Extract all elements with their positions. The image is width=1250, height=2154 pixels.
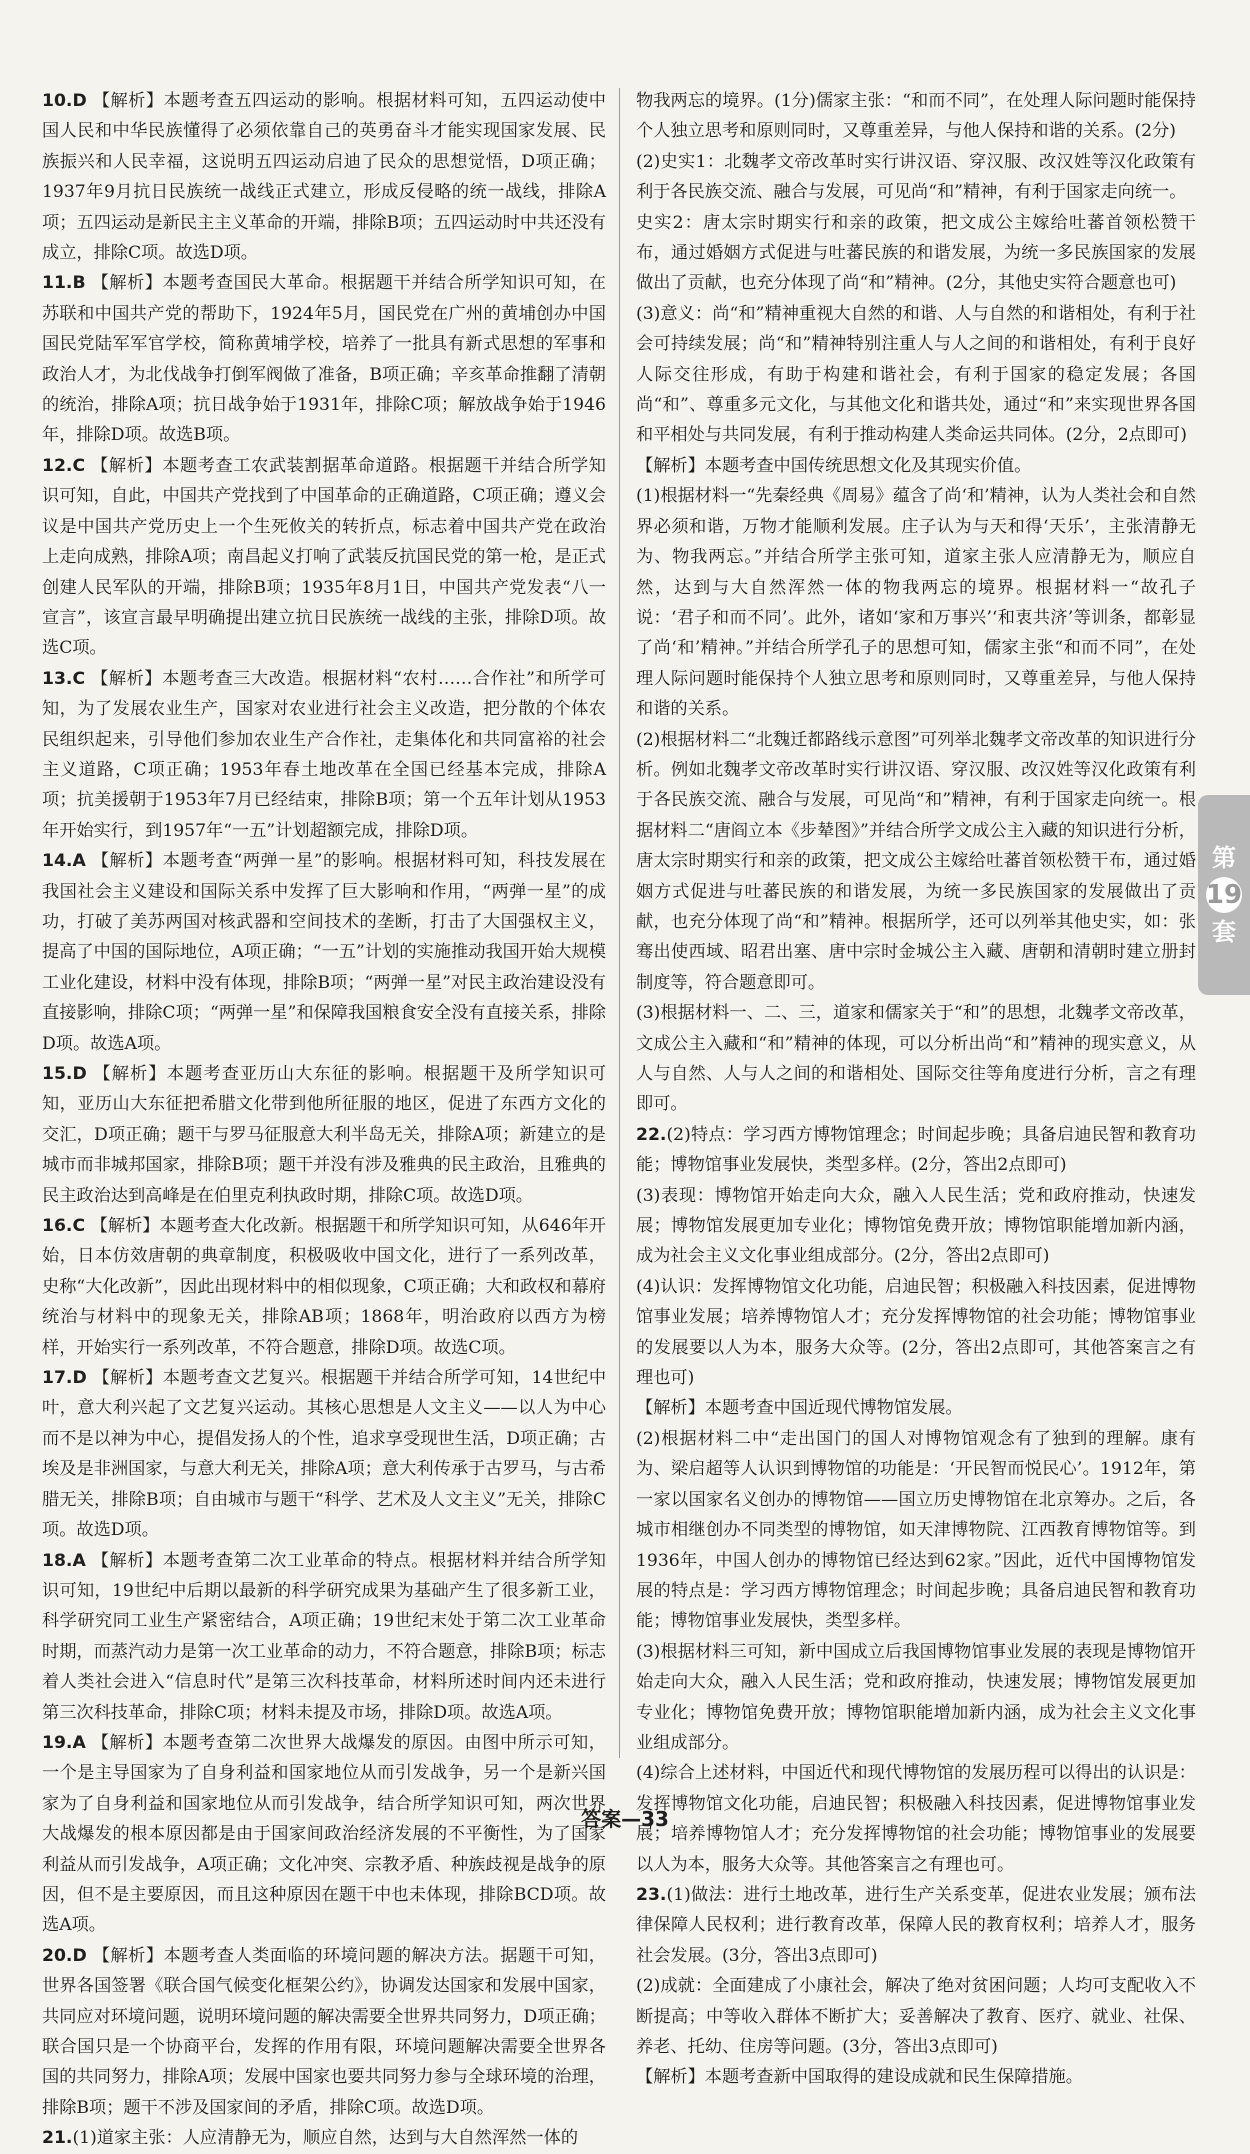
question-number: 10. (42, 91, 73, 111)
answer-text: (1)根据材料一“先秦经典《周易》蕴含了尚‘和’精神，认为人类社会和自然界必须和谐，万物才能顺利发展。庄子认为与天和得‘天乐’，主张清静无为、物我两忘。”并结合所学主张可知，道家主张人应清静无为，顺应自然，达到与大自然浑然一体的物我两忘的境界。根据材料一“故孔子说：‘君子和而不同’。此外，诸如‘家和万事兴’‘和衷共济’等训条，都彰显了尚‘和’精神。”并结合所学孔子的思想可知，儒家主张“和而不同”，在处理人际问题时能保持个人独立思考和原则同时，又尊重差异，与他人保持和谐的关系。 (636, 486, 1196, 720)
answer-text: 【解析】本题考查中国近现代博物馆发展。 (636, 1398, 963, 1419)
answer-text: 【解析】本题考查亚历山大东征的影响。根据题干及所学知识可知，亚历山大东征把希腊文化带到他所征服的地区，促进了东西方文化的交汇，D项正确；题干与罗马征服意大利半岛无关，排除A项；新建立的是城市而非城邦国家，排除B项；题干并没有涉及雅典的民主政治，且雅典的民主政治达到高峰是在伯里克利执政时期，排除C项。故选D项。 (42, 1064, 606, 1206)
answer-text: (3)表现：博物馆开始走向大众，融入人民生活；党和政府推动，快速发展；博物馆发展更加专业化；博物馆免费开放；博物馆职能增加新内涵，成为社会主义文化事业组成部分。(2分，答出2点即可) (636, 1185, 1196, 1267)
question-number: 12. (42, 455, 73, 476)
answer-paragraph (42, 1363, 606, 1545)
answer-text: 【解析】本题考查国民大革命。根据题干并结合所学知识可知，在苏联和中国共产党的帮助下，1924年5月，国民党在广州的黄埔创办中国国民党陆军军官学校，简称黄埔学校，培养了一批具有新式思想的军事和政治人才，为北伐战争打倒军阀做了准备，B项正确；辛亥革命推翻了清朝的统治，排除A项；抗日战争始于1931年，排除C项；解放战争始于1946年，排除D项。故选B项。 (42, 273, 606, 446)
answer-paragraph (636, 147, 1196, 208)
answer-text: 【解析】本题考查工农武装割据革命道路。根据题干并结合所学知识可知，自此，中国共产党找到了中国革命的正确道路，C项正确；遵义会议是中国共产党历史上一个生死攸关的转折点，标志着中国共产党在政治上走向成熟，排除A项；南昌起义打响了武装反抗国民党的第一枪，是正式创建人民军队的开端，排除B项；1935年8月1日，中国共产党发表“八一宣言”，该宣言最早明确提出建立抗日民族统一战线的主张，排除D项。故选C项。 (42, 455, 606, 659)
right-column (636, 86, 1196, 2093)
answer-text: (4)认识：发挥博物馆文化功能，启迪民智；积极融入科技因素，促进博物馆事业发展；培养博物馆人才；充分发挥博物馆的社会功能；博物馆事业的发展要以人为本，服务大众等。(2分，答出2点即可，其他答案言之有理也可) (636, 1276, 1196, 1389)
tab-number: 19 (1206, 877, 1242, 913)
answer-choice: B (72, 273, 86, 294)
answer-paragraph (636, 1181, 1196, 1272)
question-number: 19. (42, 1732, 73, 1753)
answer-paragraph (42, 1941, 606, 2123)
answer-paragraph (42, 2123, 606, 2153)
answer-text: (2)成就：全面建成了小康社会，解决了绝对贫困问题；人均可支配收入不断提高；中等收入群体不断扩大；妥善解决了教育、医疗、就业、社保、养老、托幼、住房等问题。(3分，答出3点即可) (636, 1976, 1196, 2057)
answer-choice: D (72, 1368, 87, 1389)
question-number: 17. (42, 1368, 73, 1389)
answer-paragraph (636, 1880, 1196, 1971)
answer-text: 【解析】本题考查新中国取得的建设成就和民生保障措施。 (636, 2067, 1083, 2088)
set-number-tab (1198, 795, 1250, 995)
column-divider (619, 88, 620, 1758)
answer-text: (1)做法：进行土地改革，进行生产关系变革，促进农业发展；颁布法律保障人民权利；进行教育改革，保障人民的教育权利；培养人才，服务社会发展。(3分，答出3点即可) (636, 1884, 1196, 1966)
question-number: 16. (42, 1216, 73, 1237)
answer-paragraph (42, 846, 606, 1059)
question-number: 15. (42, 1064, 73, 1084)
answer-paragraph (636, 1120, 1196, 1181)
answer-text: 【解析】本题考查第二次世界大战爆发的原因。由图中所示可知，一个是主导国家为了自身利益和国家地位从而引发战争，另一个是新兴国家为了自身利益和国家地位从而引发战争，结合所学知识可知，两次世界大战爆发的根本原因都是由于国家间政治经济发展的不平衡性，为了国家利益从而引发战争，A项正确；文化冲突、宗教矛盾、种族歧视是战争的原因，但不是主要原因，而且这种原因在题干中也未体现，排除BCD项。故选A项。 (42, 1732, 606, 1936)
page-number: 答案—33 (581, 1807, 669, 1831)
answer-text: (2)史实1：北魏孝文帝改革时实行讲汉语、穿汉服、改汉姓等汉化政策有利于各民族交流、融合与发展，可见尚“和”精神，有利于国家走向统一。 (636, 151, 1196, 203)
question-number: 14. (42, 851, 73, 872)
answer-text: (3)根据材料三可知，新中国成立后我国博物馆事业发展的表现是博物馆开始走向大众，融入人民生活；党和政府推动，快速发展；博物馆发展更加专业化；博物馆免费开放；博物馆职能增加新内涵，成为社会主义文化事业组成部分。 (636, 1641, 1196, 1753)
answer-choice: C (72, 455, 86, 476)
answer-paragraph (636, 451, 1196, 481)
answer-text: 【解析】本题考查第二次工业革命的特点。根据材料并结合所学知识可知，19世纪中后期以最新的科学研究成果为基础产生了很多新工业，科学研究同工业生产紧密结合，A项正确；19世纪末处于第二次工业革命时期，而蒸汽动力是第一次工业革命的动力，不符合题意，排除B项；标志着人类社会进入“信息时代”是第三次科技革命，材料所述时间内还未进行第三次科技革命，排除C项；材料未提及市场，排除D项。故选A项。 (42, 1550, 606, 1723)
answer-paragraph (636, 998, 1196, 1120)
answer-text: (1)道家主张：人应清静无为，顺应自然，达到与大自然浑然一体的 (72, 2128, 579, 2149)
question-number: 18. (42, 1550, 73, 1571)
answer-paragraph (42, 86, 606, 268)
answer-choice: D (72, 91, 87, 111)
answer-paragraph (636, 1272, 1196, 1394)
answer-text: 【解析】本题考查三大改造。根据材料“农村……合作社”和所学可知，为了发展农业生产，国家对农业进行社会主义改造，把分散的个体农民组织起来，引导他们参加农业生产合作社，走集体化和共同富裕的社会主义道路，C项正确；1953年春土地改革在全国已经基本完成，排除A项；抗美援朝于1953年7月已经结束，排除B项；第一个五年计划从1953年开始实行，到1957年“一五”计划超额完成，排除D项。 (42, 668, 607, 841)
answer-text: (2)根据材料二中“走出国门的国人对博物馆观念有了独到的理解。康有为、梁启超等人认识到博物馆的功能是：‘开民智而悦民心’。1912年，第一家以国家名义创办的博物馆——国立历史博物馆在北京筹办。之后，各城市相继创办不同类型的博物馆，如天津博物院、江西教育博物馆等。到1936年，中国人创办的博物馆已经达到62家。”因此，近代中国博物馆发展的特点是：学习西方博物馆理念；时间起步晚；具备启迪民智和教育功能；博物馆事业发展快，类型多样。 (636, 1428, 1196, 1632)
answer-paragraph (636, 725, 1196, 999)
answer-text: 【解析】本题考查人类面临的环境问题的解决方法。据题干可知，世界各国签署《联合国气候变化框架公约》，协调发达国家和发展中国家，共同应对环境问题，说明环境问题的解决需要全世界共同努力，D项正确；联合国只是一个协商平台，发挥的作用有限，环境问题解决需要全世界各国的共同努力，排除A项；发展中国家也要共同努力参与全球环境的治理，排除B项；题干不涉及国家间的矛盾，排除C项。故选D项。 (42, 1945, 606, 2118)
answer-paragraph (636, 1424, 1196, 1637)
answer-paragraph (42, 1728, 606, 1941)
answer-choice: A (72, 851, 86, 872)
answer-text: 【解析】本题考查五四运动的影响。根据材料可知，五四运动使中国人民和中华民族懂得了必须依靠自己的英勇奋斗才能实现国家发展、民族振兴和人民幸福，这说明五四运动启迪了民众的思想觉悟，D项正确；1937年9月抗日民族统一战线正式建立，形成反侵略的统一战线，排除A项；五四运动是新民主主义革命的开端，排除B项；五四运动时中共还没有成立，排除C项。故选D项。 (42, 91, 606, 264)
answer-paragraph (636, 86, 1196, 147)
answer-choice: D (72, 1945, 87, 1966)
question-number: 13. (42, 668, 73, 689)
answer-text: (3)意义：尚“和”精神重视大自然的和谐、人与自然的和谐相处，有利于社会可持续发展；尚“和”精神特别注重人与人之间的和谐相处，有利于良好人际交往形成，有助于构建和谐社会，有利于国家的稳定发展；各国尚“和”、尊重多元文化，与其他文化和谐共处，通过“和”来实现世界各国和平相处与共同发展，有利于推动构建人类命运共同体。(2分，2点即可) (636, 303, 1196, 446)
answer-paragraph (42, 1059, 606, 1211)
answer-paragraph (636, 208, 1196, 299)
answer-choice: A (72, 1550, 86, 1571)
answer-text: 史实2：唐太宗时期实行和亲的政策，把文成公主嫁给吐蕃首领松赞干布，通过婚姻方式促进与吐蕃民族的和谐发展，为统一多民族国家的发展做出了贡献，也充分体现了尚“和”精神。(2分，其他史实符合题意也可) (636, 212, 1196, 294)
answer-text: 【解析】本题考查“两弹一星”的影响。根据材料可知，科技发展在我国社会主义建设和国际关系中发挥了巨大影响和作用，“两弹一星”的成功，打破了美苏两国对核武器和空间技术的垄断，打击了大国强权主义，提高了中国的国际地位，A项正确；“一五”计划的实施推动我国开始大规模工业化建设，材料中没有体现，排除B项；“两弹一星”对民主政治建设没有直接影响，排除C项；“两弹一星”和保障我国粮食安全没有直接关系，排除D项。故选A项。 (42, 851, 606, 1054)
question-number: 22. (636, 1124, 667, 1145)
answer-text: 物我两忘的境界。(1分)儒家主张：“和而不同”，在处理人际问题时能保持个人独立思考和原则同时，又尊重差异，与他人保持和谐的关系。(2分) (636, 91, 1196, 142)
answer-paragraph (636, 299, 1196, 451)
answer-paragraph (42, 1211, 606, 1363)
answer-paragraph (42, 268, 606, 450)
answer-text: (4)综合上述材料，中国近代和现代博物馆的发展历程可以得出的认识是：发挥博物馆文化功能，启迪民智；积极融入科技因素，促进博物馆事业发展；培养博物馆人才；充分发挥博物馆的社会功能；博物馆事业的发展要以人为本，服务大众等。其他答案言之有理也可。 (636, 1763, 1196, 1875)
tab-prefix: 第 (1212, 844, 1236, 872)
answer-paragraph (636, 2062, 1196, 2092)
answer-text: 【解析】本题考查大化改新。根据题干和所学知识可知，从646年开始，日本仿效唐朝的典章制度，积极吸收中国文化，进行了一系列改革，史称“大化改新”，因此出现材料中的相似现象，C项正确；大和政权和幕府统治与材料中的现象无关，排除AB项；1868年，明治政府以西方为榜样，开始实行一系列改革，不符合题意，排除D项。故选C项。 (42, 1216, 606, 1358)
question-number: 11. (42, 273, 73, 294)
answer-choice: D (72, 1064, 87, 1084)
question-number: 20. (42, 1945, 73, 1966)
answer-text: 【解析】本题考查中国传统思想文化及其现实价值。 (636, 455, 1032, 476)
answer-paragraph (42, 1546, 606, 1728)
answer-choice: C (72, 668, 86, 689)
answer-paragraph (42, 451, 606, 664)
tab-suffix: 套 (1212, 918, 1236, 946)
answer-paragraph (636, 1971, 1196, 2062)
answer-choice: A (72, 1732, 86, 1753)
left-column (42, 86, 606, 2154)
answer-text: (3)根据材料一、二、三，道家和儒家关于“和”的思想，北魏孝文帝改革，文成公主入藏和“和”精神的体现，可以分析出尚“和”精神的现实意义，从人与自然、人与人之间的和谐相处、国际交往等角度进行分析，言之有理即可。 (636, 1003, 1196, 1115)
answer-paragraph (42, 664, 606, 846)
question-number: 21. (42, 2128, 73, 2149)
question-number: 23. (636, 1884, 667, 1905)
answer-paragraph (636, 1637, 1196, 1759)
answer-text: (2)特点：学习西方博物馆理念；时间起步晚；具备启迪民智和教育功能；博物馆事业发展快，类型多样。(2分，答出2点即可) (636, 1124, 1196, 1176)
answer-paragraph (636, 1393, 1196, 1423)
answer-paragraph (636, 481, 1196, 724)
answer-choice: C (72, 1216, 86, 1237)
answer-text: (2)根据材料二“北魏迁都路线示意图”可列举北魏孝文帝改革的知识进行分析。例如北魏孝文帝改革时实行讲汉语、穿汉服、改汉姓等汉化政策有利于各民族交流、融合与发展，可见尚“和”精神，有利于国家走向统一。根据材料二“唐阎立本《步辇图》”并结合所学文成公主入藏的知识进行分析，唐太宗时期实行和亲的政策，把文成公主嫁给吐蕃首领松赞干布，通过婚姻方式促进与吐蕃民族的和谐发展，为统一多民族国家的发展做出了贡献，也充分体现了尚“和”精神。根据所学，还可以列举其他史实，如：张骞出使西域、昭君出塞、唐中宗时金城公主入藏、唐朝和清朝时建立册封制度等，符合题意即可。 (636, 729, 1196, 993)
answer-text: 【解析】本题考查文艺复兴。根据题干并结合所学可知，14世纪中叶，意大利兴起了文艺复兴运动。其核心思想是人文主义——以人为中心而不是以神为中心，提倡发扬人的个性，追求享受现世生活，D项正确；古埃及是非洲国家，与意大利无关，排除A项；意大利传承于古罗马，与古希腊无关，排除B项；自由城市与题干“科学、艺术及人文主义”无关，排除C项。故选D项。 (42, 1368, 607, 1541)
